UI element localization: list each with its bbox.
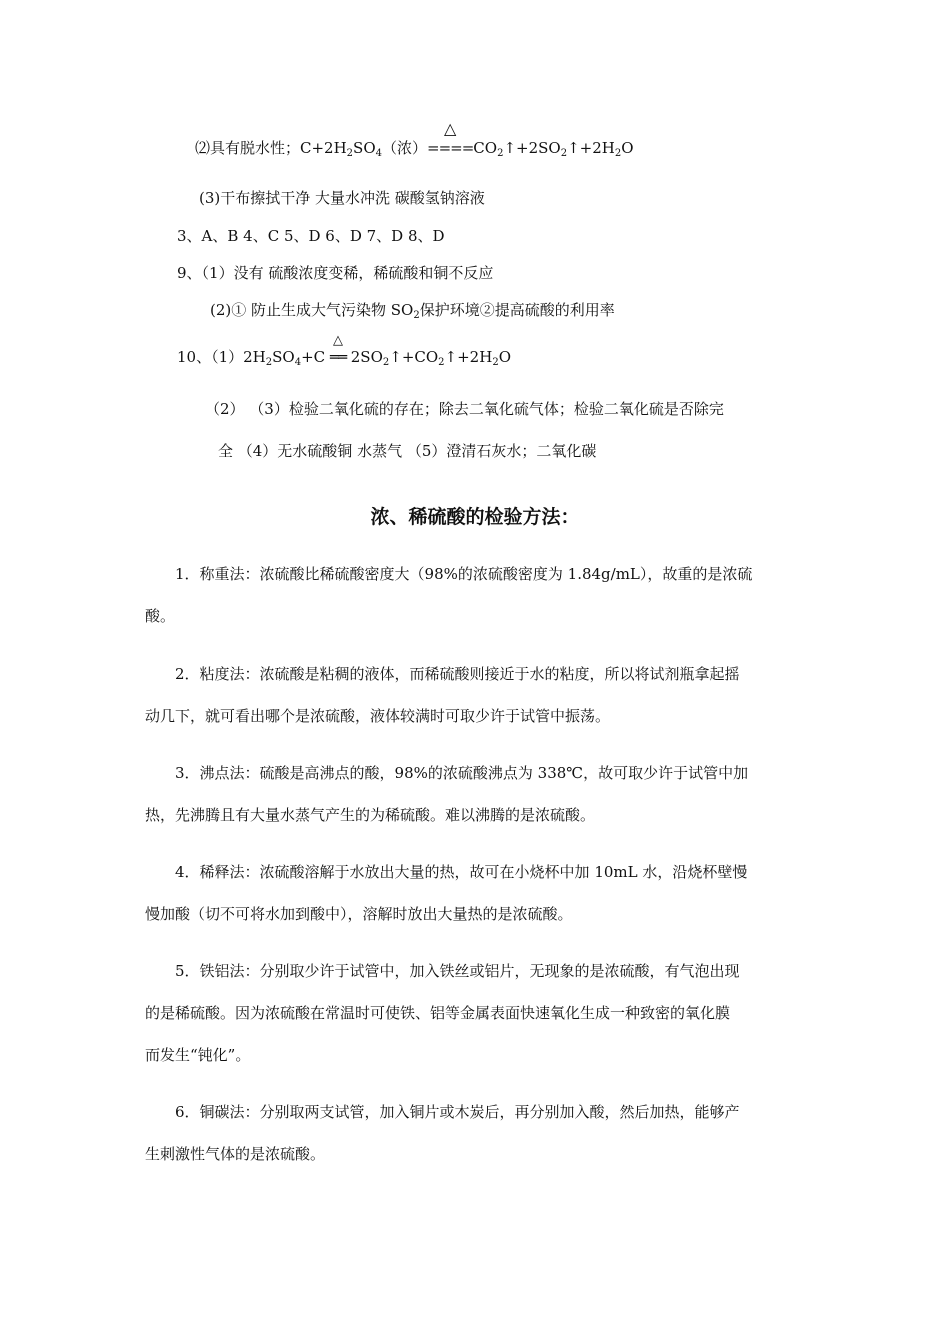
heat-triangle-icon: △: [332, 333, 343, 348]
subscript: 2: [382, 357, 390, 368]
equals-sign: ====: [427, 139, 474, 157]
text: +C: [301, 348, 330, 366]
paragraph-line: 生刺激性气体的是浓硫酸。: [145, 1145, 326, 1163]
heat-condition: [427, 119, 474, 158]
text: O: [621, 139, 634, 157]
paragraph-line: 热，先沸腾且有大量水蒸气产生的为稀硫酸。难以沸腾的是浓硫酸。: [145, 806, 596, 824]
heat-triangle-icon: △: [444, 119, 457, 138]
answer-line-10-1: [177, 333, 511, 373]
subscript: 4: [294, 357, 302, 368]
paragraph-line: 2．粘度法：浓硫酸是粘稠的液体，而稀硫酸则接近于水的粘度，所以将试剂瓶拿起摇: [175, 665, 740, 683]
subscript: 4: [375, 148, 382, 159]
subscript: 2: [346, 148, 354, 159]
paragraph-line: 3．沸点法：硫酸是高沸点的酸，98%的浓硫酸沸点为 338℃，故可取少许于试管中加: [175, 764, 749, 782]
paragraph-line: 5．铁铝法：分别取少许于试管中，加入铁丝或铝片，无现象的是浓硫酸，有气泡出现: [175, 962, 740, 980]
subscript: 2: [492, 357, 499, 368]
equals-sign: ══: [329, 348, 346, 366]
heat-condition: [329, 333, 346, 367]
answer-line-10-3: 全 （4）无水硫酸铜 水蒸气 （5）澄清石灰水；二氧化碳: [218, 442, 597, 460]
answer-line-3-spill: (3)干布擦拭干净 大量水冲洗 碳酸氢钠溶液: [199, 189, 485, 207]
answer-line-choices: 3、A、B 4、C 5、D 6、D 7、D 8、D: [177, 227, 445, 245]
subscript: 2: [438, 357, 445, 368]
text: （浓）: [382, 139, 428, 157]
text: SO: [272, 348, 295, 366]
method-paragraph-1: [145, 553, 810, 637]
method-paragraph-3: [145, 752, 810, 836]
answer-line-2-dehydration: [195, 119, 634, 164]
text: SO: [353, 139, 376, 157]
answer-line-10-2: （2） （3）检验二氧化硫的存在；除去二氧化硫气体；检验二氧化硫是否除完: [205, 400, 724, 418]
text: ⑵具有脱水性；C+2H: [195, 139, 347, 157]
subscript: 2: [614, 148, 622, 159]
text: 2SO: [345, 348, 383, 366]
answer-line-9-2: [210, 300, 615, 326]
paragraph-line: 慢加酸（切不可将水加到酸中），溶解时放出大量热的是浓硫酸。: [145, 905, 573, 923]
section-title: 浓、稀硫酸的检验方法：: [370, 506, 580, 528]
paragraph-line: 1．称重法：浓硫酸比稀硫酸密度大（98%的浓硫酸密度为 1.84g/mL），故重的是浓硫: [175, 565, 753, 583]
subscript: 2: [265, 357, 273, 368]
text: ↑+2SO: [503, 139, 561, 157]
text: ↑+2H: [567, 139, 615, 157]
paragraph-line: 动几下，就可看出哪个是浓硫酸，液体较满时可取少许于试管中振荡。: [145, 707, 611, 725]
subscript: 2: [497, 148, 504, 159]
text: ↑+CO: [389, 348, 439, 366]
subscript: 2: [413, 310, 420, 321]
text: O: [498, 348, 511, 366]
paragraph-line: 酸。: [145, 607, 176, 625]
method-paragraph-2: [145, 653, 810, 737]
method-paragraph-6: [145, 1091, 810, 1175]
text: 10、（1）2H: [177, 348, 266, 366]
text: ↑+2H: [444, 348, 493, 366]
paragraph-line: 的是稀硫酸。因为浓硫酸在常温时可使铁、铝等金属表面快速氧化生成一种致密的氧化膜: [145, 1004, 731, 1022]
paragraph-line: 4．稀释法：浓硫酸溶解于水放出大量的热，故可在小烧杯中加 10mL 水，沿烧杯壁慢: [175, 863, 748, 881]
paragraph-line: 而发生“钝化”。: [145, 1046, 251, 1064]
text: (2)① 防止生成大气污染物 SO: [210, 301, 414, 319]
method-paragraph-4: [145, 851, 810, 935]
text: 保护环境②提高硫酸的利用率: [419, 301, 615, 319]
subscript: 2: [560, 148, 568, 159]
text: CO: [473, 139, 498, 157]
answer-line-9-1: 9、（1）没有 硫酸浓度变稀，稀硫酸和铜不反应: [177, 264, 494, 282]
method-paragraph-5: [145, 950, 810, 1076]
paragraph-line: 6．铜碳法：分别取两支试管，加入铜片或木炭后，再分别加入酸，然后加热，能够产: [175, 1103, 740, 1121]
